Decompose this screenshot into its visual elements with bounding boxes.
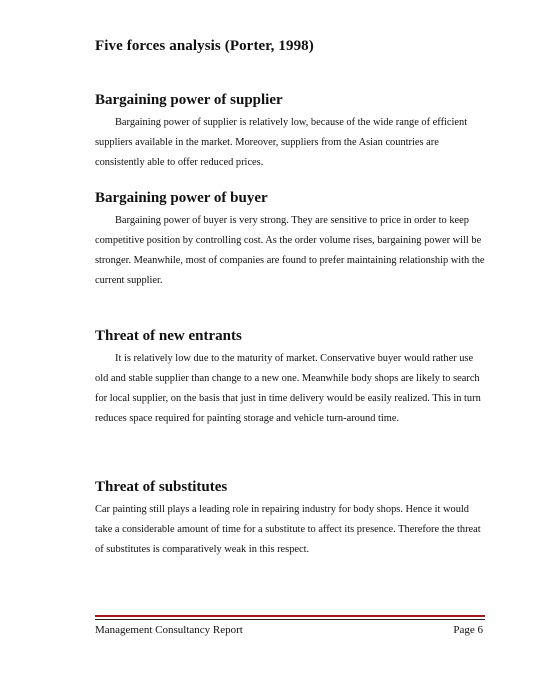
section-paragraph: Car painting still plays a leading role in repairing industry for body shops. Hence it would take a considerable amount of time for a substitute to affect its presence. Therefore the threat of substitutes is comparatively weak in this respect. — [95, 504, 481, 555]
footer-divider-accent — [95, 615, 485, 617]
section-heading: Threat of new entrants — [95, 328, 242, 344]
footer-report-title: Management Consultancy Report — [95, 624, 243, 636]
section-paragraph: Bargaining power of buyer is very strong. They are sensitive to price in order to keep competitive position by controlling cost. As the order volume rises, bargaining power will be stronger. Meanwhile, most of companies are found to prefer maintaining relationship with the current supplier. — [95, 215, 485, 286]
section-paragraph: It is relatively low due to the maturity of market. Conservative buyer would rather use old and stable supplier than change to a new one. Meanwhile body shops are likely to search for local supplier, on the basis that just in time delivery would be easily realized. This in turn reduces space required for painting storage and vehicle turn-around time. — [95, 353, 481, 424]
footer-divider — [95, 619, 485, 620]
section-supplier-power — [95, 92, 487, 173]
section-new-entrants — [95, 328, 487, 429]
section-buyer-power — [95, 190, 487, 291]
section-heading: Threat of substitutes — [95, 479, 228, 495]
section-heading: Bargaining power of buyer — [95, 190, 268, 206]
section-paragraph: Bargaining power of supplier is relatively low, because of the wide range of efficient suppliers available in the market. Moreover, suppliers from the Asian countries are consistently able to offer reduced prices. — [95, 117, 468, 168]
section-substitutes — [95, 479, 487, 560]
page-title: Five forces analysis (Porter, 1998) — [95, 38, 314, 54]
page-number: Page 6 — [453, 624, 483, 636]
section-heading: Bargaining power of supplier — [95, 92, 283, 108]
